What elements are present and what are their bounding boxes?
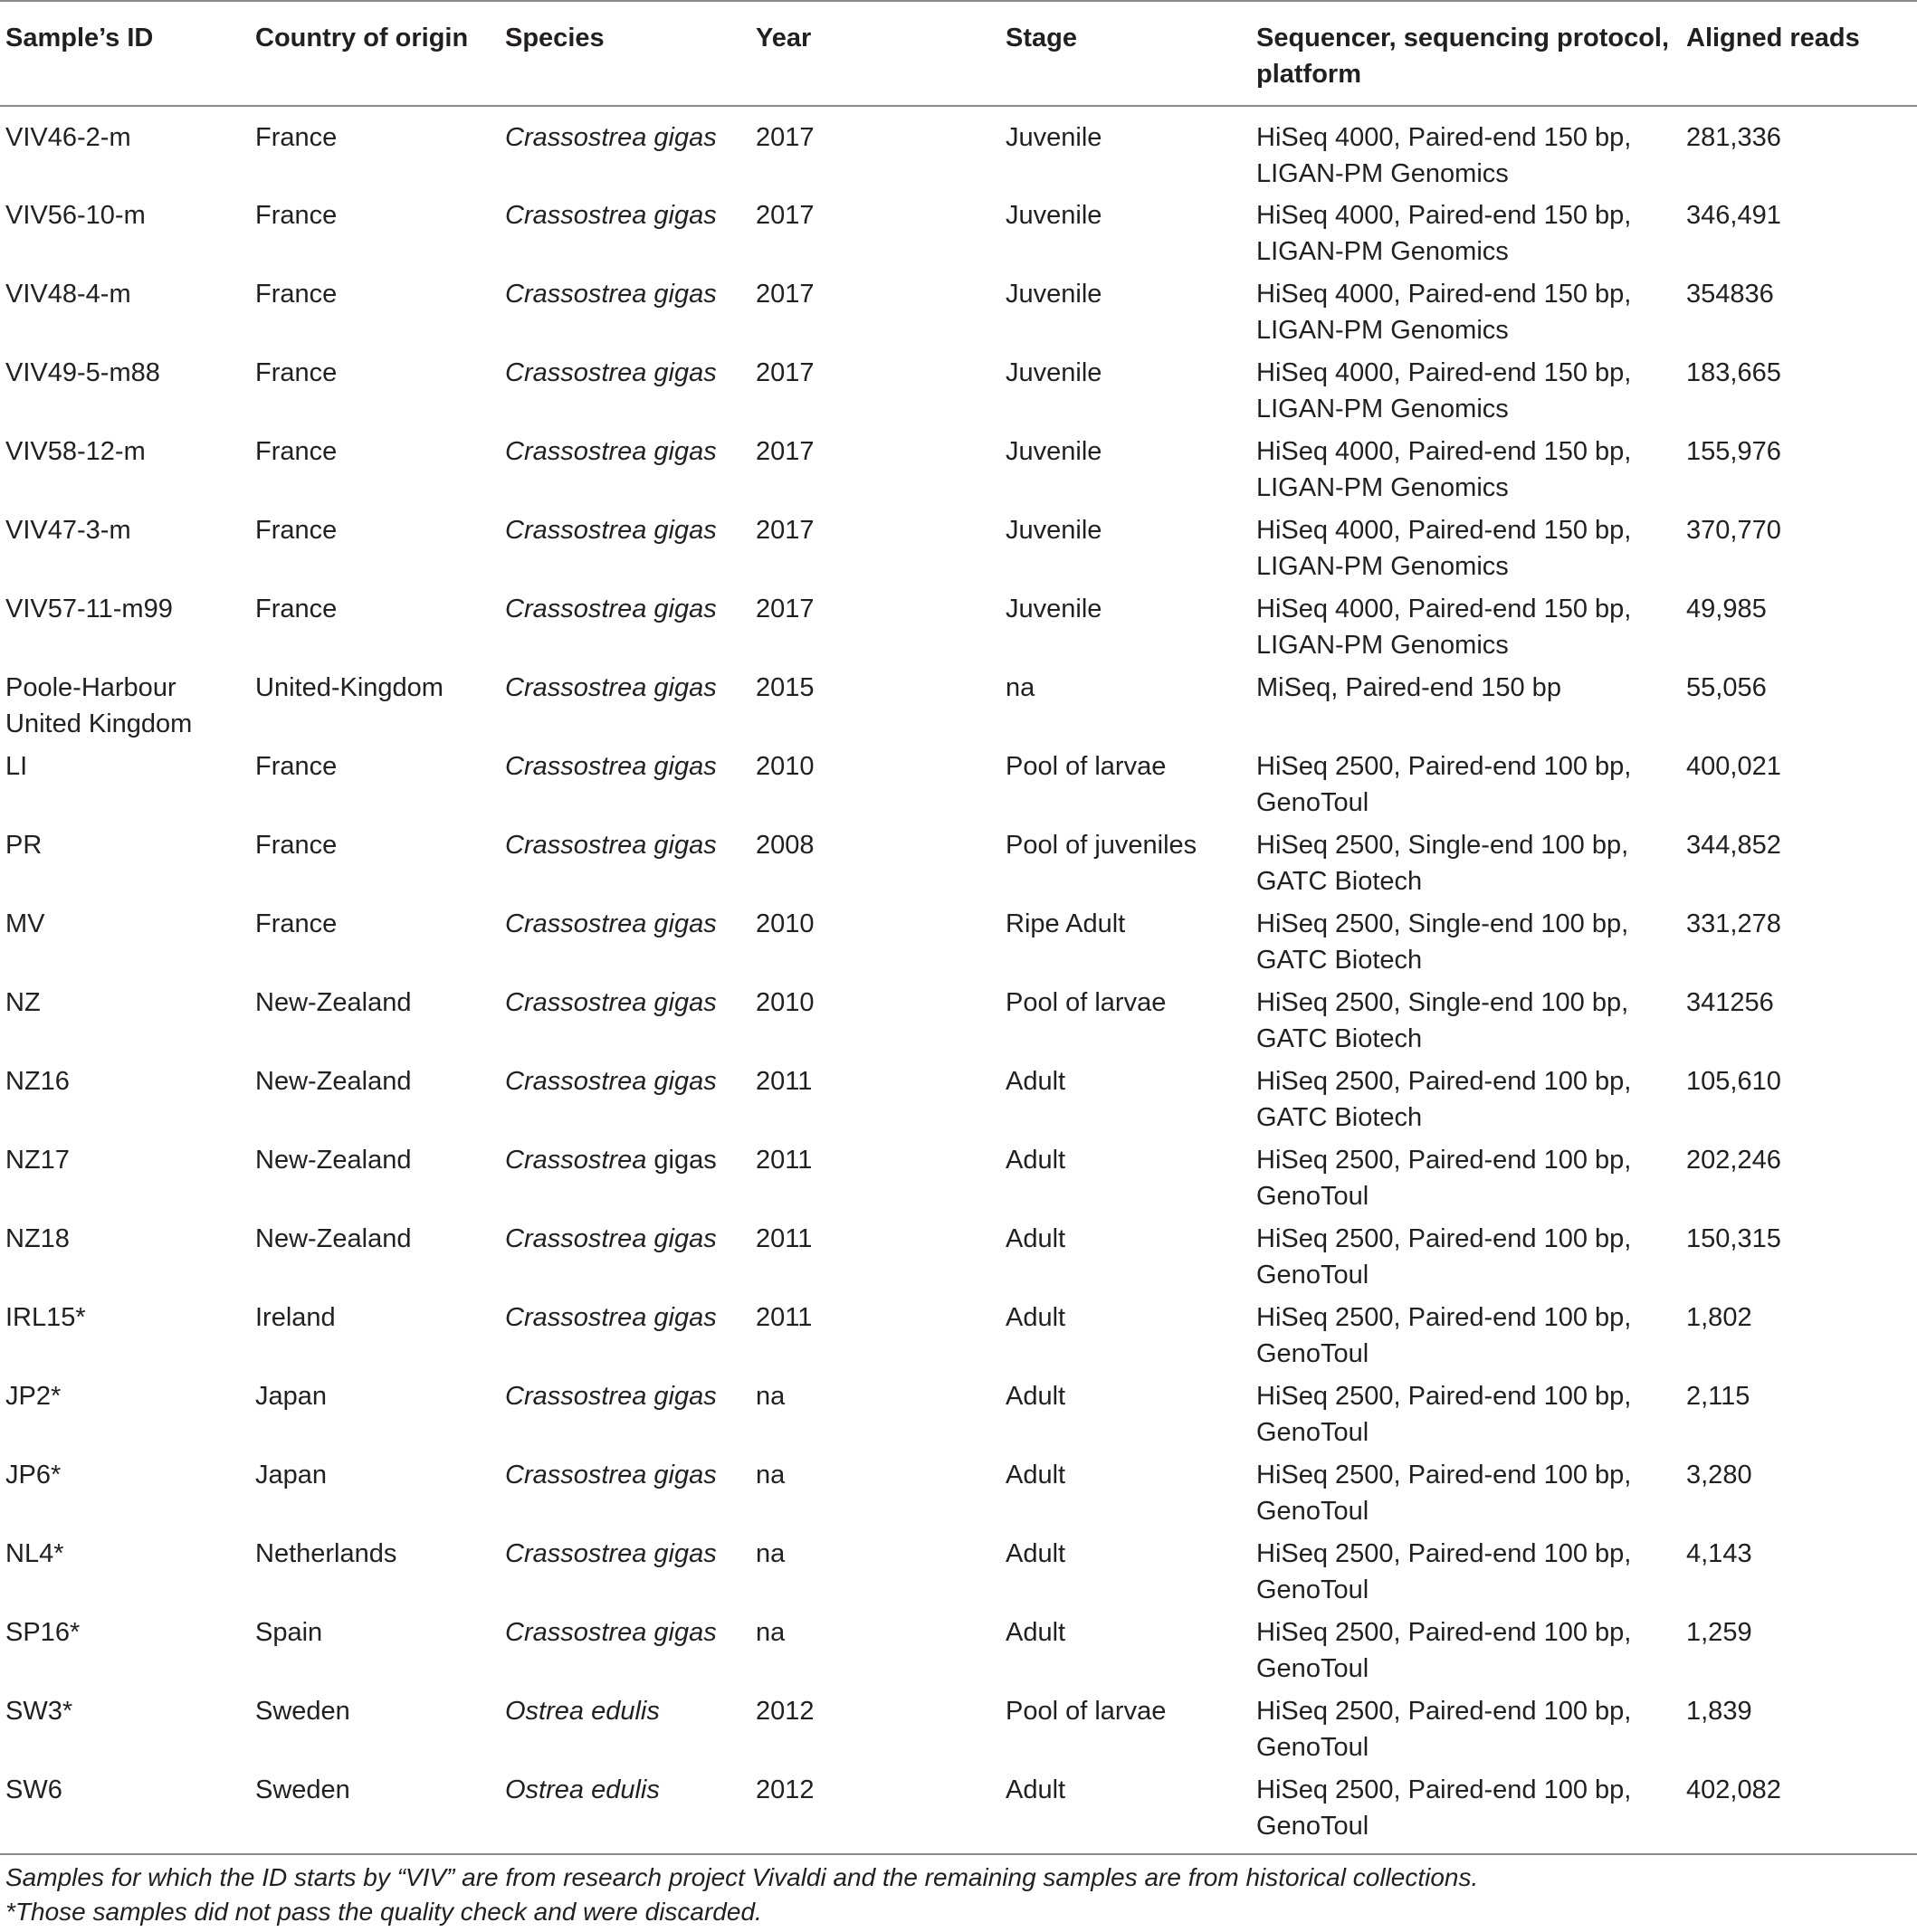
cell-sequencer: HiSeq 2500, Single-end 100 bp, GATC Biotech — [1256, 831, 1629, 896]
cell-aligned-reads: 2,115 — [1686, 1382, 1750, 1411]
table-row — [0, 1693, 1917, 1772]
species-epithet: gigas — [653, 909, 717, 938]
cell-aligned-reads: 281,336 — [1686, 123, 1781, 152]
table-row — [0, 748, 1917, 827]
cell-species — [500, 276, 750, 355]
table-row — [0, 670, 1917, 748]
cell-aligned-reads: 402,082 — [1686, 1775, 1781, 1804]
table-row — [0, 1536, 1917, 1614]
cell-sample-id: PR — [5, 831, 43, 860]
cell-species — [500, 1299, 750, 1378]
cell-aligned-reads: 105,610 — [1686, 1067, 1781, 1096]
cell-sequencer: HiSeq 4000, Paired-end 150 bp, LIGAN-PM Genomics — [1256, 516, 1632, 581]
species-genus: Crassostrea — [505, 1224, 647, 1253]
cell-sample-id: MV — [5, 909, 45, 938]
cell-stage: na — [1006, 673, 1035, 702]
cell-country: Spain — [255, 1618, 323, 1647]
cell-aligned-reads: 370,770 — [1686, 516, 1781, 545]
cell-stage: Juvenile — [1006, 437, 1102, 466]
cell-species — [500, 1772, 750, 1854]
cell-aligned-reads: 155,976 — [1686, 437, 1781, 466]
table-row — [0, 827, 1917, 906]
footnote-vivaldi: Samples for which the ID starts by “VIV” are from research project Vivaldi and the remaining samples are from historical collections. — [5, 1863, 1479, 1891]
cell-stage: Adult — [1006, 1303, 1066, 1332]
cell-sample-id: Poole-Harbour United Kingdom — [5, 673, 193, 738]
species-genus: Crassostrea — [505, 1539, 647, 1568]
species-epithet: gigas — [653, 280, 717, 309]
table-footnotes — [0, 1855, 1917, 1929]
cell-aligned-reads: 1,259 — [1686, 1618, 1752, 1647]
cell-species — [500, 1536, 750, 1614]
cell-year: 2011 — [756, 1303, 813, 1332]
table-row — [0, 106, 1917, 197]
cell-year: na — [756, 1539, 786, 1568]
cell-species — [500, 106, 750, 197]
cell-sample-id: SP16* — [5, 1618, 81, 1647]
header-aligned-reads: Aligned reads — [1686, 24, 1860, 52]
header-species: Species — [505, 24, 605, 52]
cell-species — [500, 433, 750, 512]
cell-country: France — [255, 437, 338, 466]
header-country: Country of origin — [255, 24, 469, 52]
cell-species — [500, 748, 750, 827]
cell-sequencer: MiSeq, Paired-end 150 bp — [1256, 673, 1561, 702]
cell-species — [500, 355, 750, 433]
cell-species — [500, 1142, 750, 1221]
cell-country: New-Zealand — [255, 1067, 412, 1096]
cell-sequencer: HiSeq 4000, Paired-end 150 bp, LIGAN-PM Genomics — [1256, 280, 1632, 345]
cell-sequencer: HiSeq 2500, Paired-end 100 bp, GenoToul — [1256, 1775, 1632, 1841]
cell-sequencer: HiSeq 2500, Paired-end 100 bp, GenoToul — [1256, 1146, 1632, 1211]
cell-country: France — [255, 752, 338, 781]
cell-country: Japan — [255, 1461, 328, 1489]
cell-sample-id: VIV47-3-m — [5, 516, 131, 545]
table-row — [0, 1142, 1917, 1221]
species-epithet: gigas — [653, 1539, 717, 1568]
species-genus: Crassostrea — [505, 1618, 647, 1647]
cell-country: France — [255, 280, 338, 309]
species-genus: Crassostrea — [505, 280, 647, 309]
cell-aligned-reads: 202,246 — [1686, 1146, 1781, 1175]
cell-sequencer: HiSeq 4000, Paired-end 150 bp, LIGAN-PM Genomics — [1256, 201, 1632, 266]
species-genus: Crassostrea — [505, 201, 647, 230]
cell-sequencer: HiSeq 4000, Paired-end 150 bp, LIGAN-PM Genomics — [1256, 595, 1632, 660]
species-genus: Crassostrea — [505, 988, 647, 1017]
cell-sample-id: NZ17 — [5, 1146, 70, 1175]
cell-stage: Pool of juveniles — [1006, 831, 1197, 860]
table-row — [0, 512, 1917, 591]
table-row — [0, 591, 1917, 670]
footnote-quality-check: *Those samples did not pass the quality check and were discarded. — [5, 1898, 762, 1926]
cell-sample-id: SW3* — [5, 1697, 73, 1726]
species-epithet: gigas — [653, 1461, 717, 1489]
cell-stage: Adult — [1006, 1461, 1066, 1489]
cell-stage: Pool of larvae — [1006, 988, 1167, 1017]
cell-year: 2010 — [756, 909, 815, 938]
cell-species — [500, 906, 750, 985]
header-row — [0, 1, 1917, 106]
cell-sample-id: NZ — [5, 988, 41, 1017]
species-epithet: gigas — [653, 123, 717, 152]
cell-country: New-Zealand — [255, 1224, 412, 1253]
cell-sequencer: HiSeq 2500, Paired-end 100 bp, GATC Biotech — [1256, 1067, 1632, 1132]
species-genus: Crassostrea — [505, 1303, 647, 1332]
cell-species — [500, 1457, 750, 1536]
table-row — [0, 433, 1917, 512]
cell-aligned-reads: 331,278 — [1686, 909, 1781, 938]
cell-stage: Adult — [1006, 1224, 1066, 1253]
cell-stage: Adult — [1006, 1618, 1066, 1647]
cell-sample-id: VIV48-4-m — [5, 280, 131, 309]
cell-aligned-reads: 3,280 — [1686, 1461, 1752, 1489]
cell-sequencer: HiSeq 2500, Paired-end 100 bp, GenoToul — [1256, 1697, 1632, 1762]
cell-year: 2011 — [756, 1067, 813, 1096]
header-sequencer: Sequencer, sequencing protocol, platform — [1256, 24, 1670, 89]
cell-country: Japan — [255, 1382, 328, 1411]
cell-country: Netherlands — [255, 1539, 397, 1568]
cell-species — [500, 197, 750, 276]
species-epithet: gigas — [653, 358, 717, 387]
cell-species — [500, 1063, 750, 1142]
species-genus: Crassostrea — [505, 831, 647, 860]
cell-year: 2010 — [756, 752, 815, 781]
cell-aligned-reads: 354836 — [1686, 280, 1774, 309]
cell-aligned-reads: 1,839 — [1686, 1697, 1752, 1726]
cell-year: 2017 — [756, 595, 815, 623]
cell-country: United-Kingdom — [255, 673, 443, 702]
cell-sample-id: JP6* — [5, 1461, 62, 1489]
cell-year: 2017 — [756, 280, 815, 309]
cell-stage: Pool of larvae — [1006, 1697, 1167, 1726]
cell-aligned-reads: 183,665 — [1686, 358, 1781, 387]
cell-sample-id: SW6 — [5, 1775, 62, 1804]
cell-sequencer: HiSeq 2500, Paired-end 100 bp, GenoToul — [1256, 1382, 1632, 1447]
cell-aligned-reads: 400,021 — [1686, 752, 1781, 781]
cell-sample-id: NL4* — [5, 1539, 64, 1568]
cell-country: France — [255, 358, 338, 387]
cell-aligned-reads: 55,056 — [1686, 673, 1767, 702]
cell-year: 2012 — [756, 1697, 815, 1726]
cell-species — [500, 591, 750, 670]
cell-country: France — [255, 595, 338, 623]
cell-country: Ireland — [255, 1303, 336, 1332]
cell-aligned-reads: 150,315 — [1686, 1224, 1781, 1253]
species-epithet: gigas — [653, 1303, 717, 1332]
cell-stage: Juvenile — [1006, 123, 1102, 152]
species-genus: Ostrea — [505, 1697, 585, 1726]
table-row — [0, 355, 1917, 433]
cell-sequencer: HiSeq 2500, Single-end 100 bp, GATC Biotech — [1256, 988, 1629, 1053]
cell-sample-id: NZ16 — [5, 1067, 70, 1096]
species-epithet: gigas — [653, 1146, 717, 1175]
table-header — [0, 1, 1917, 106]
cell-sample-id: VIV58-12-m — [5, 437, 146, 466]
cell-country: France — [255, 201, 338, 230]
cell-sample-id: IRL15* — [5, 1303, 86, 1332]
species-epithet: gigas — [653, 201, 717, 230]
species-genus: Crassostrea — [505, 437, 647, 466]
cell-stage: Juvenile — [1006, 280, 1102, 309]
table-row — [0, 1772, 1917, 1854]
species-epithet: gigas — [653, 1618, 717, 1647]
species-genus: Crassostrea — [505, 358, 647, 387]
cell-sample-id: VIV46-2-m — [5, 123, 131, 152]
cell-country: New-Zealand — [255, 1146, 412, 1175]
cell-species — [500, 1693, 750, 1772]
species-genus: Crassostrea — [505, 1461, 647, 1489]
cell-year: 2017 — [756, 123, 815, 152]
cell-sample-id: NZ18 — [5, 1224, 70, 1253]
species-genus: Crassostrea — [505, 1067, 647, 1096]
cell-sequencer: HiSeq 2500, Paired-end 100 bp, GenoToul — [1256, 1539, 1632, 1604]
cell-country: France — [255, 516, 338, 545]
species-epithet: gigas — [653, 752, 717, 781]
cell-country: Sweden — [255, 1775, 350, 1804]
cell-country: Sweden — [255, 1697, 350, 1726]
cell-year: na — [756, 1382, 786, 1411]
table-body — [0, 106, 1917, 1854]
species-epithet: gigas — [653, 1067, 717, 1096]
cell-sequencer: HiSeq 2500, Paired-end 100 bp, GenoToul — [1256, 1461, 1632, 1526]
species-genus: Crassostrea — [505, 673, 647, 702]
cell-sequencer: HiSeq 2500, Paired-end 100 bp, GenoToul — [1256, 1303, 1632, 1368]
cell-species — [500, 512, 750, 591]
cell-sample-id: VIV49-5-m88 — [5, 358, 160, 387]
cell-sequencer: HiSeq 4000, Paired-end 150 bp, LIGAN-PM Genomics — [1256, 437, 1632, 502]
species-genus: Crassostrea — [505, 1146, 647, 1175]
species-genus: Ostrea — [505, 1775, 585, 1804]
species-epithet: gigas — [653, 988, 717, 1017]
cell-species — [500, 1221, 750, 1299]
species-epithet: gigas — [653, 1224, 717, 1253]
table-row — [0, 276, 1917, 355]
cell-sequencer: HiSeq 2500, Paired-end 100 bp, GenoToul — [1256, 752, 1632, 817]
species-epithet: gigas — [653, 1382, 717, 1411]
table-row — [0, 1063, 1917, 1142]
cell-sample-id: VIV56-10-m — [5, 201, 146, 230]
cell-sequencer: HiSeq 2500, Paired-end 100 bp, GenoToul — [1256, 1618, 1632, 1683]
cell-species — [500, 1378, 750, 1457]
table-row — [0, 1457, 1917, 1536]
table-row — [0, 1221, 1917, 1299]
cell-year: 2012 — [756, 1775, 815, 1804]
cell-sequencer: HiSeq 4000, Paired-end 150 bp, LIGAN-PM Genomics — [1256, 123, 1632, 188]
species-genus: Crassostrea — [505, 1382, 647, 1411]
cell-aligned-reads: 344,852 — [1686, 831, 1781, 860]
cell-year: 2010 — [756, 988, 815, 1017]
table-row — [0, 906, 1917, 985]
cell-year: 2017 — [756, 437, 815, 466]
cell-species — [500, 670, 750, 748]
species-epithet: edulis — [591, 1775, 660, 1804]
cell-stage: Juvenile — [1006, 201, 1102, 230]
species-epithet: gigas — [653, 595, 717, 623]
header-stage: Stage — [1006, 24, 1077, 52]
cell-aligned-reads: 1,802 — [1686, 1303, 1752, 1332]
cell-stage: Adult — [1006, 1146, 1066, 1175]
table-row — [0, 1299, 1917, 1378]
cell-species — [500, 985, 750, 1063]
cell-species — [500, 1614, 750, 1693]
species-genus: Crassostrea — [505, 595, 647, 623]
header-year: Year — [756, 24, 812, 52]
cell-stage: Ripe Adult — [1006, 909, 1126, 938]
cell-stage: Juvenile — [1006, 516, 1102, 545]
table-row — [0, 1378, 1917, 1457]
cell-sequencer: HiSeq 2500, Paired-end 100 bp, GenoToul — [1256, 1224, 1632, 1290]
cell-country: New-Zealand — [255, 988, 412, 1017]
species-genus: Crassostrea — [505, 752, 647, 781]
cell-year: 2011 — [756, 1146, 813, 1175]
cell-aligned-reads: 4,143 — [1686, 1539, 1752, 1568]
cell-stage: Adult — [1006, 1775, 1066, 1804]
cell-country: France — [255, 909, 338, 938]
cell-stage: Adult — [1006, 1539, 1066, 1568]
cell-year: 2017 — [756, 516, 815, 545]
species-epithet: gigas — [653, 673, 717, 702]
species-genus: Crassostrea — [505, 909, 647, 938]
species-epithet: gigas — [653, 831, 717, 860]
table-row — [0, 1614, 1917, 1693]
table-row — [0, 985, 1917, 1063]
cell-country: France — [255, 831, 338, 860]
species-epithet: gigas — [653, 516, 717, 545]
species-genus: Crassostrea — [505, 123, 647, 152]
species-epithet: gigas — [653, 437, 717, 466]
header-sample-id: Sample’s ID — [5, 24, 154, 52]
cell-stage: Pool of larvae — [1006, 752, 1167, 781]
cell-country: France — [255, 123, 338, 152]
cell-sequencer: HiSeq 4000, Paired-end 150 bp, LIGAN-PM Genomics — [1256, 358, 1632, 424]
cell-sample-id: LI — [5, 752, 28, 781]
cell-stage: Juvenile — [1006, 595, 1102, 623]
cell-sample-id: VIV57-11-m99 — [5, 595, 173, 623]
cell-aligned-reads: 341256 — [1686, 988, 1774, 1017]
cell-year: 2015 — [756, 673, 815, 702]
cell-year: na — [756, 1618, 786, 1647]
table-row — [0, 197, 1917, 276]
cell-sample-id: JP2* — [5, 1382, 62, 1411]
cell-year: 2008 — [756, 831, 815, 860]
species-epithet: edulis — [591, 1697, 660, 1726]
cell-stage: Juvenile — [1006, 358, 1102, 387]
cell-sequencer: HiSeq 2500, Single-end 100 bp, GATC Biotech — [1256, 909, 1629, 975]
species-genus: Crassostrea — [505, 516, 647, 545]
cell-stage: Adult — [1006, 1382, 1066, 1411]
cell-aligned-reads: 49,985 — [1686, 595, 1767, 623]
cell-year: 2017 — [756, 358, 815, 387]
cell-species — [500, 827, 750, 906]
cell-year: 2017 — [756, 201, 815, 230]
cell-aligned-reads: 346,491 — [1686, 201, 1781, 230]
cell-year: 2011 — [756, 1224, 813, 1253]
cell-year: na — [756, 1461, 786, 1489]
cell-stage: Adult — [1006, 1067, 1066, 1096]
